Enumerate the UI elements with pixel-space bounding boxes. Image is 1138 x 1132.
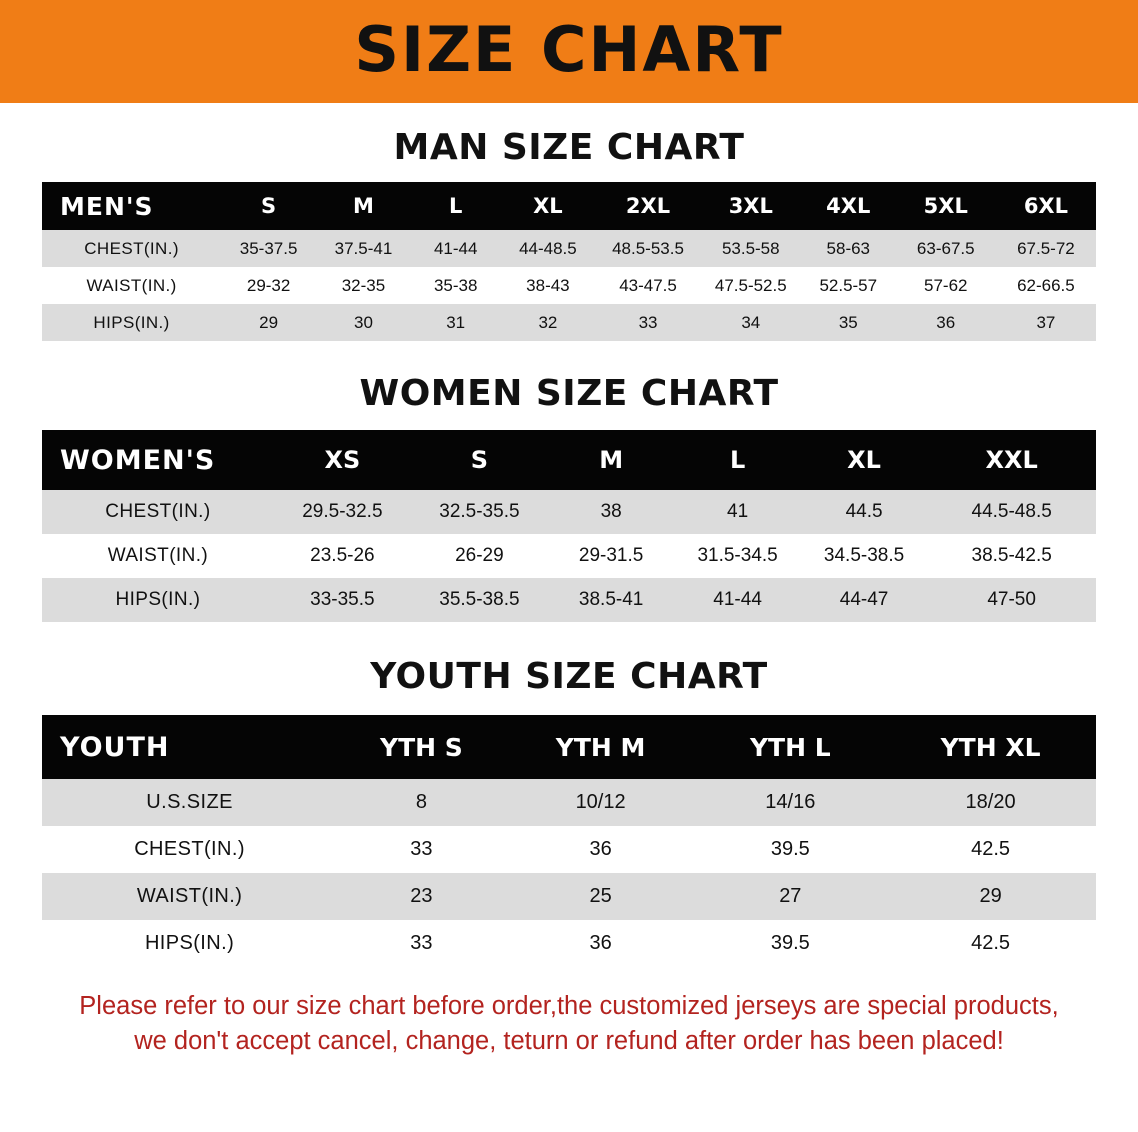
table-cell: 31.5-34.5 [674,534,800,578]
women-table-wrapper [42,430,1096,622]
youth-size-table [42,715,1096,967]
table-cell: 38.5-42.5 [927,534,1096,578]
table-cell: 35-37.5 [221,230,316,267]
table-cell: 39.5 [695,920,885,967]
table-cell: 8 [337,779,506,826]
table-cell: 29 [885,873,1096,920]
row-label: HIPS(IN.) [42,920,337,967]
row-label: U.S.SIZE [42,779,337,826]
table-cell: 38 [548,490,674,534]
table-row [42,779,1096,826]
column-header: YTH XL [885,715,1096,779]
table-cell: 29.5-32.5 [274,490,411,534]
table-cell: 34.5-38.5 [801,534,927,578]
table-cell: 25 [506,873,696,920]
column-header: S [221,182,316,230]
table-cell: 58-63 [801,230,896,267]
table-cell: 23 [337,873,506,920]
row-label: CHEST(IN.) [42,230,221,267]
column-header: 2XL [595,182,700,230]
table-cell: 27 [695,873,885,920]
table-cell: 47-50 [927,578,1096,622]
table-cell: 36 [896,304,996,341]
table-cell: 41-44 [674,578,800,622]
table-cell: 32 [500,304,595,341]
table-cell: 63-67.5 [896,230,996,267]
row-label: HIPS(IN.) [42,578,274,622]
column-header: YOUTH [42,715,337,779]
table-cell: 29-32 [221,267,316,304]
table-row [42,578,1096,622]
column-header: XL [500,182,595,230]
table-row [42,304,1096,341]
table-cell: 32-35 [316,267,411,304]
table-cell: 62-66.5 [996,267,1096,304]
table-cell: 67.5-72 [996,230,1096,267]
column-header: MEN'S [42,182,221,230]
table-row [42,267,1096,304]
women-section-title: WOMEN SIZE CHART [359,373,779,414]
table-cell: 14/16 [695,779,885,826]
table-row [42,490,1096,534]
table-cell: 30 [316,304,411,341]
row-label: CHEST(IN.) [42,490,274,534]
column-header: YTH M [506,715,696,779]
table-row [42,826,1096,873]
women-size-table [42,430,1096,622]
column-header: 3XL [701,182,801,230]
footer-note-line-1: Please refer to our size chart before order,the customized jerseys are special products, [79,992,1059,1020]
column-header: XL [801,430,927,490]
table-cell: 18/20 [885,779,1096,826]
column-header: XS [274,430,411,490]
table-cell: 41 [674,490,800,534]
page-title: SIZE CHART [354,12,784,86]
table-cell: 48.5-53.5 [595,230,700,267]
table-cell: 57-62 [896,267,996,304]
column-header: L [411,182,501,230]
table-cell: 26-29 [411,534,548,578]
table-cell: 35.5-38.5 [411,578,548,622]
table-cell: 10/12 [506,779,696,826]
row-label: CHEST(IN.) [42,826,337,873]
table-row [42,920,1096,967]
table-cell: 39.5 [695,826,885,873]
table-cell: 47.5-52.5 [701,267,801,304]
column-header: 5XL [896,182,996,230]
table-cell: 44-47 [801,578,927,622]
column-header: XXL [927,430,1096,490]
man-table-wrapper [42,182,1096,341]
table-cell: 33 [595,304,700,341]
man-size-table [42,182,1096,341]
column-header: M [548,430,674,490]
table-cell: 29 [221,304,316,341]
column-header: L [674,430,800,490]
table-cell: 35-38 [411,267,501,304]
table-cell: 23.5-26 [274,534,411,578]
table-header-row [42,182,1096,230]
column-header: S [411,430,548,490]
table-cell: 44.5-48.5 [927,490,1096,534]
youth-table-wrapper [42,715,1096,967]
column-header: M [316,182,411,230]
table-cell: 36 [506,826,696,873]
footer-note [39,989,1099,1059]
table-cell: 35 [801,304,896,341]
table-cell: 38.5-41 [548,578,674,622]
table-row [42,534,1096,578]
table-cell: 38-43 [500,267,595,304]
column-header: YTH L [695,715,885,779]
table-cell: 32.5-35.5 [411,490,548,534]
table-row [42,230,1096,267]
table-cell: 37.5-41 [316,230,411,267]
column-header: WOMEN'S [42,430,274,490]
table-cell: 43-47.5 [595,267,700,304]
table-cell: 36 [506,920,696,967]
table-cell: 42.5 [885,920,1096,967]
table-row [42,873,1096,920]
column-header: 4XL [801,182,896,230]
row-label: WAIST(IN.) [42,267,221,304]
table-cell: 33 [337,920,506,967]
youth-section-title: YOUTH SIZE CHART [370,656,768,697]
table-cell: 37 [996,304,1096,341]
man-section-title: MAN SIZE CHART [393,127,745,168]
table-header-row [42,715,1096,779]
table-header-row [42,430,1096,490]
table-cell: 42.5 [885,826,1096,873]
column-header: YTH S [337,715,506,779]
table-cell: 52.5-57 [801,267,896,304]
row-label: WAIST(IN.) [42,873,337,920]
table-cell: 29-31.5 [548,534,674,578]
footer-note-line-2: we don't accept cancel, change, teturn or refund after order has been placed! [134,1027,1004,1056]
table-cell: 34 [701,304,801,341]
column-header: 6XL [996,182,1096,230]
table-cell: 53.5-58 [701,230,801,267]
table-cell: 44-48.5 [500,230,595,267]
row-label: WAIST(IN.) [42,534,274,578]
table-cell: 33 [337,826,506,873]
header-banner [0,0,1138,103]
table-cell: 33-35.5 [274,578,411,622]
table-cell: 41-44 [411,230,501,267]
row-label: HIPS(IN.) [42,304,221,341]
table-cell: 44.5 [801,490,927,534]
table-cell: 31 [411,304,501,341]
